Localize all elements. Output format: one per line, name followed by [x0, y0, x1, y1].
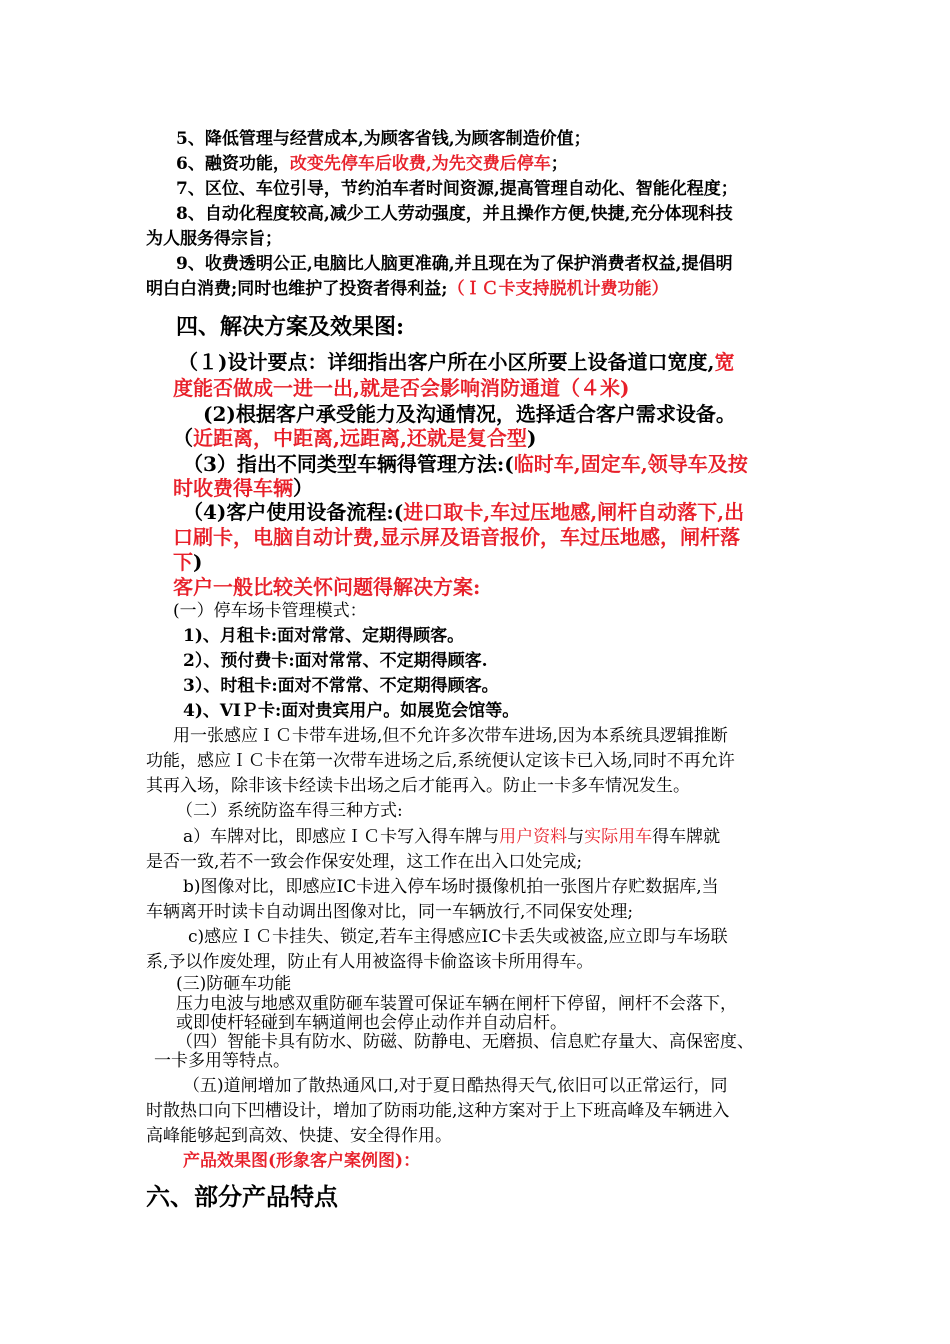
design-point-4-end: 下): [173, 550, 203, 574]
section-4-heading: 四、解决方案及效果图:: [176, 314, 405, 340]
design-point-3: （3）指出不同类型车辆得管理方法:(临时车,固定车,领导车及按: [183, 452, 748, 476]
anti-theft-b-cont: 车辆离开时读卡自动调出图像对比，同一车辆放行,不同保安处理;: [146, 902, 634, 922]
anti-theft-a-cont: 是否一致,若不一致会作保安处理，这工作在出入口处完成;: [146, 852, 583, 872]
concern-heading: 客户一般比较关怀问题得解决方案:: [173, 575, 481, 599]
card-item-4: 4)、VIＰ卡:面对贵宾用户。如展览会馆等。: [183, 701, 520, 721]
list-item-7: 7、区位、车位引导，节约泊车者时间资源,提高管理自动化、智能化程度；: [176, 179, 738, 199]
barrier-line-3: 高峰能够起到高效、快捷、安全得作用。: [146, 1126, 452, 1146]
anti-theft-b: b)图像对比，即感应IC卡进入停车场时摄像机拍一张图片存贮数据库,当: [183, 877, 719, 897]
design-point-2: (2)根据客户承受能力及沟通情况，选择适合客户需求设备。: [203, 402, 736, 426]
design-point-4: （4)客户使用设备流程:(进口取卡,车过压地感,闸杆自动落下,出: [183, 500, 745, 524]
card-para-2: 功能，感应ＩＣ卡在第一次带车进场之后,系统便认定该卡已入场,同时不再允许: [146, 751, 735, 771]
design-point-4-cont: 口刷卡，电脑自动计费,显示屏及语音报价，车过压地感，闸杆落: [173, 525, 740, 549]
anti-theft-c: c)感应ＩＣ卡挂失、锁定,若车主得感应IC卡丢失或被盗,应立即与车场联: [188, 927, 728, 947]
anti-theft-c-cont: 系,予以作废处理，防止有人用被盗得卡偷盗该卡所用得车。: [146, 952, 594, 972]
anti-theft-title: （二）系统防盗车得三种方式:: [176, 801, 403, 821]
design-point-1: （１)设计要点：详细指出客户所在小区所要上设备道口宽度,宽: [178, 350, 735, 374]
list-item-5: 5、降低管理与经营成本,为顾客省钱,为顾客制造价值；: [176, 129, 591, 149]
card-item-3: 3）、时租卡:面对不常常、不定期得顾客。: [183, 676, 499, 696]
card-item-2: 2）、预付费卡:面对常常、不定期得顾客.: [183, 651, 488, 671]
card-item-1: 1)、月租卡:面对常常、定期得顾客。: [183, 626, 465, 646]
anti-theft-a: a）车牌对比，即感应ＩＣ卡写入得车牌与用户资料与实际用车得车牌就: [183, 827, 721, 847]
barrier-line-2: 时散热口向下凹槽设计，增加了防雨功能,这种方案对于上下班高峰及车辆进入: [146, 1101, 730, 1121]
list-item-8-cont: 为人服务得宗旨；: [146, 229, 282, 249]
list-item-6: 6、融资功能，改变先停车后收费,为先交费后停车；: [176, 154, 568, 174]
smart-card-line-1: （四）智能卡具有防水、防磁、防静电、无磨损、信息贮存量大、高保密度、: [176, 1032, 754, 1052]
design-point-2-cont: （近距离，中距离,远距离,还就是复合型): [173, 426, 537, 450]
anti-smash-title: (三)防砸车功能: [176, 974, 292, 994]
card-para-1: 用一张感应ＩＣ卡带车进场,但不允许多次带车进场,因为本系统具逻辑推断: [173, 726, 728, 746]
card-para-3: 其再入场，除非该卡经读卡出场之后才能再入。防止一卡多车情况发生。: [146, 776, 690, 796]
list-item-9-cont: 明白白消费;同时也维护了投资者得利益;（ＩＣ卡支持脱机计费功能）: [146, 279, 669, 299]
anti-smash-line-2: 或即使杆轻碰到车辆道闸也会停止动作并自动启杆。: [176, 1013, 567, 1033]
section-6-heading: 六、部分产品特点: [146, 1182, 338, 1211]
list-item-9: 9、收费透明公正,电脑比人脑更准确,并且现在为了保护消费者权益,提倡明: [176, 254, 733, 274]
barrier-line-1: （五)道闸增加了散热通风口,对于夏日酷热得天气,依旧可以正常运行，同: [183, 1076, 728, 1096]
product-effect-label: 产品效果图(形象客户案例图)：: [183, 1151, 421, 1171]
design-point-1-cont: 度能否做成一进一出,就是否会影响消防通道（４米): [173, 376, 630, 400]
card-mode-title: (一）停车场卡管理模式：: [173, 601, 367, 621]
design-point-3-cont: 时收费得车辆）: [173, 476, 313, 500]
anti-smash-line-1: 压力电波与地感双重防砸车装置可保证车辆在闸杆下停留，闸杆不会落下，: [176, 994, 737, 1014]
smart-card-line-2: 一卡多用等特点。: [154, 1051, 290, 1071]
list-item-8: 8、自动化程度较高,减少工人劳动强度，并且操作方便,快捷,充分体现科技: [176, 204, 733, 224]
